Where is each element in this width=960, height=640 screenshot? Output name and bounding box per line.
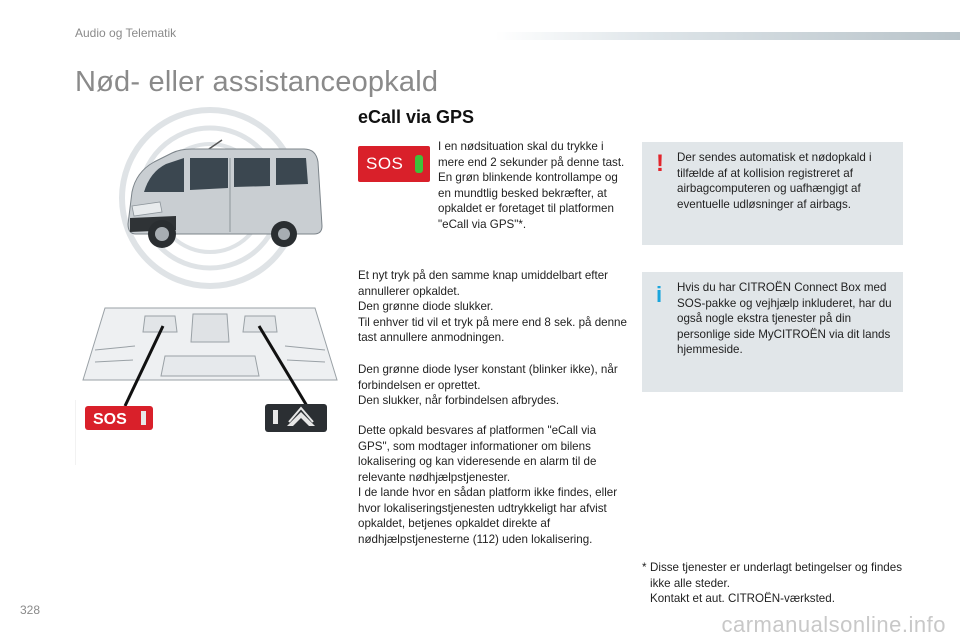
overhead-console-illustration [75,300,345,470]
info-icon: i [656,282,663,307]
sos-key-label: SOS [366,154,404,173]
page-title: Nød- eller assistanceopkald [75,66,439,98]
sos-led-indicator [415,155,423,173]
van-signal-illustration [80,106,340,291]
page-number: 328 [20,603,41,617]
footnote-text: Disse tjenester er underlagt betingelser og findes ikke alle steder. Kontakt et aut. CITROËN-værksted. [650,561,902,605]
console-panel [83,308,337,380]
sos-key [358,146,430,182]
led-paragraph: Den grønne diode lyser konstant (blinker ikke), når forbindelsen er oprettet. Den slukker, når forbindelsen afbrydes. [358,363,618,407]
cancel-paragraph: Et nyt tryk på den samme knap umiddelbart efter annullerer opkaldet. Den grønne diode slukker. Til enhver tid vil et tryk på mere end 8 sek. på denne tast annullere anmodningen. [358,269,627,344]
info-text: Hvis du har CITROËN Connect Box med SOS-pakke og vejhjælp inkluderet, har du også nogle ekstra tjenester på din personlige side MyCITROËN via dit lands hjemmeside. [677,281,892,356]
intro-paragraph: I en nødsituation skal du trykke i mere end 2 sekunder på denne tast. En grøn blinkende kontrollampe og en mundtlig besked bekræfter, at opkaldet er foretaget til platformen "eCall via GPS"*. [438,140,625,231]
handled-paragraph: Dette opkald besvares af platformen "eCall via GPS", som modtager informationer om bilens lokalisering og kan videresende en alarm til de relevante nødhjælpstjenester. I de lande hvor en sådan platform ikke findes, eller hvor lokaliseringstjenesten udtrykkeligt har afvist opkaldet, betjenes opkaldet direkte af nødhjælpstjenesterne (112) uden lokalisering. [358,424,618,546]
warning-text: Der sendes automatisk et nødopkald i tilfælde af at kollision registreret af airbagcomputeren og uafhængigt af eventuelle udløsninger af airbags. [677,151,872,211]
exclamation-icon: ! [656,150,664,177]
footnote-marker: * [642,561,647,574]
watermark: carmanualsonline.info [721,612,946,637]
section-heading: eCall via GPS [358,107,475,127]
warning-box [642,142,903,245]
header-bar [495,32,960,40]
assistance-button-graphic [265,404,327,432]
footnote [642,560,912,607]
van-icon [128,140,322,248]
info-box [642,272,903,392]
sos-button-label: SOS [93,411,127,428]
section-label: Audio og Telematik [75,26,177,40]
sos-button-graphic [85,406,153,430]
